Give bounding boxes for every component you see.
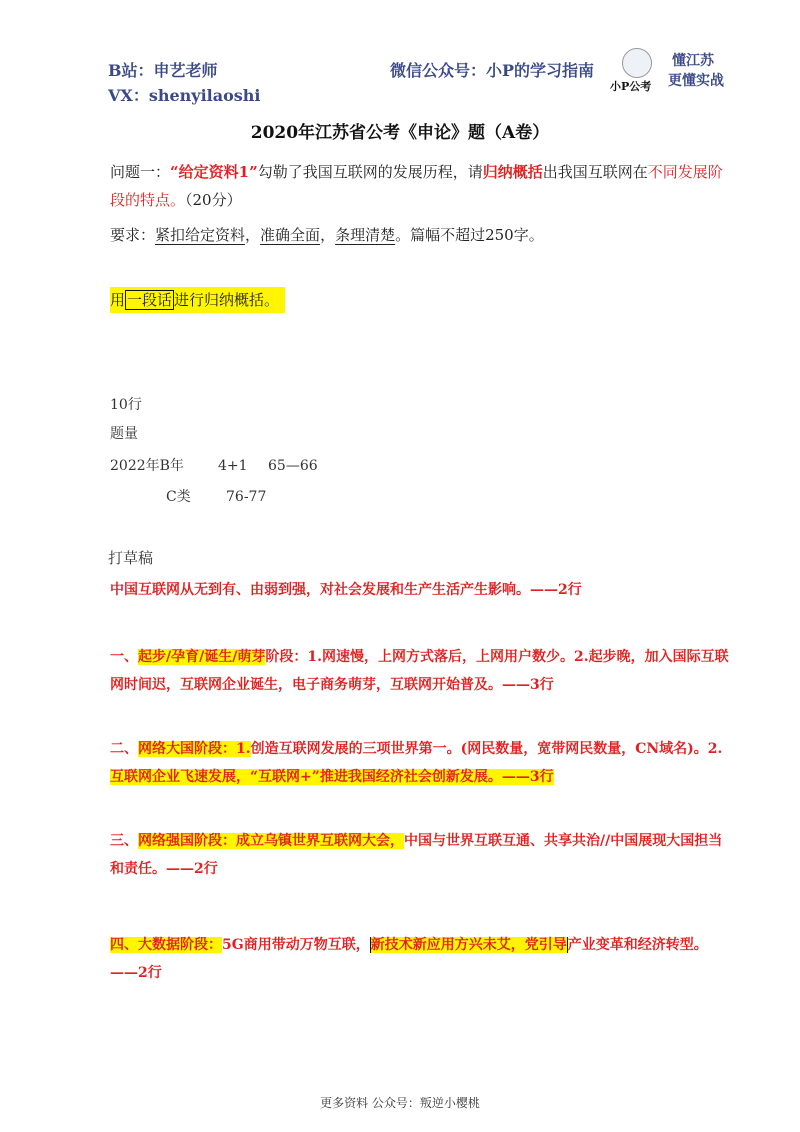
requirement-text bbox=[110, 221, 544, 249]
line-count: 10行 bbox=[110, 397, 142, 413]
stage-3-text: 中国与世界互联互通、共享共治//中国展现大国担当和责任。——2行 bbox=[110, 833, 723, 877]
stats-range-c: 76-77 bbox=[226, 489, 267, 505]
stage-3-num: 三、 bbox=[110, 833, 138, 849]
stage-3-name: 网络强国阶段：成立乌镇世界互联网大会， bbox=[138, 833, 404, 849]
req-part: 条理清楚 bbox=[335, 226, 396, 244]
note-part: 用 bbox=[110, 291, 126, 309]
q-part: 勾勒了我国互联网的发展历程，请 bbox=[257, 163, 483, 181]
footer-note: 更多资料 公众号：叛逆小樱桃 bbox=[320, 1096, 480, 1110]
note-part: 进行归纳概括。 bbox=[174, 291, 280, 309]
wechat-handle: 微信公众号：小P的学习指南 bbox=[390, 61, 595, 80]
brand-logo bbox=[610, 46, 740, 96]
header-left bbox=[108, 58, 261, 108]
q-part: （20分） bbox=[185, 191, 242, 209]
draft-stage-3 bbox=[110, 827, 730, 883]
question-text bbox=[110, 158, 730, 214]
page-title: 2020年江苏省公考《申论》题（A卷） bbox=[250, 123, 550, 143]
volume-label: 题量 bbox=[110, 426, 138, 442]
stage-2-text: 创造互联网发展的三项世界第一。(网民数量，宽带网民数量，CN域名)。2. bbox=[250, 741, 723, 757]
logo-line-1: 懂江苏 bbox=[672, 53, 714, 69]
stage-2-num: 二、 bbox=[110, 741, 138, 757]
req-part: ， bbox=[320, 226, 336, 244]
bilibili-handle: B站：申艺老师 bbox=[108, 61, 218, 80]
stage-4-text: 5G商用带动万物互联， bbox=[222, 937, 370, 953]
vx-handle: VX：shenyilaoshi bbox=[108, 86, 261, 105]
req-part: 准确全面 bbox=[260, 226, 321, 244]
q-part: “给定资料1” bbox=[170, 163, 258, 181]
draft-label: 打草稿 bbox=[108, 549, 154, 567]
stage-1-name: 起步/孕育/诞生/萌芽 bbox=[138, 649, 266, 665]
stats-count: 4+1 bbox=[218, 458, 248, 474]
q-part: 归纳概括 bbox=[482, 163, 543, 181]
stage-1-text: 阶段：1.网速慢，上网方式落后，上网用户数少。2.起步晚，加入国际互联网时间迟，互联网企业诞生，电子商务萌芽，互联网开始普及。——3行 bbox=[110, 649, 729, 693]
stage-2-text-hl: 互联网企业飞速发展，“互联网+”推进我国经济社会创新发展。——3行 bbox=[110, 769, 554, 785]
draft-stage-1 bbox=[110, 643, 730, 699]
stage-4-text-hl: 新技术新应用方兴未艾，党引导 bbox=[370, 937, 567, 953]
q-part: 不同发展阶段的特点。 bbox=[110, 163, 723, 209]
logo-subtitle: 小P公考 bbox=[610, 80, 652, 93]
logo-line-2: 更懂实战 bbox=[668, 73, 724, 89]
req-part: 紧扣给定资料 bbox=[155, 226, 246, 244]
mascot-icon bbox=[622, 48, 652, 78]
req-part: ， bbox=[245, 226, 261, 244]
draft-stage-4 bbox=[110, 931, 730, 987]
stats-type-c: C类 bbox=[166, 489, 191, 505]
stats-range-b: 65—66 bbox=[268, 458, 318, 474]
method-note bbox=[110, 287, 285, 313]
draft-stage-2 bbox=[110, 735, 730, 791]
q-part: 问题一： bbox=[110, 163, 171, 181]
draft-intro: 中国互联网从无到有、由弱到强，对社会发展和生产生活产生影响。——2行 bbox=[110, 582, 582, 598]
stage-2-name: 网络大国阶段： bbox=[138, 741, 236, 757]
stage-4-text: 产业变革和经济转型。——2行 bbox=[110, 937, 708, 981]
q-part: 出我国互联网在 bbox=[542, 163, 648, 181]
req-part: 。篇幅不超过250字。 bbox=[395, 226, 544, 244]
req-part: 要求： bbox=[110, 226, 156, 244]
stage-1-num: 一、 bbox=[110, 649, 138, 665]
stage-4-name: 四、大数据阶段： bbox=[110, 937, 222, 953]
note-boxed: 一段话 bbox=[127, 291, 173, 309]
stats-year: 2022年B年 bbox=[110, 458, 184, 474]
stage-2-idx: 1. bbox=[236, 741, 251, 757]
